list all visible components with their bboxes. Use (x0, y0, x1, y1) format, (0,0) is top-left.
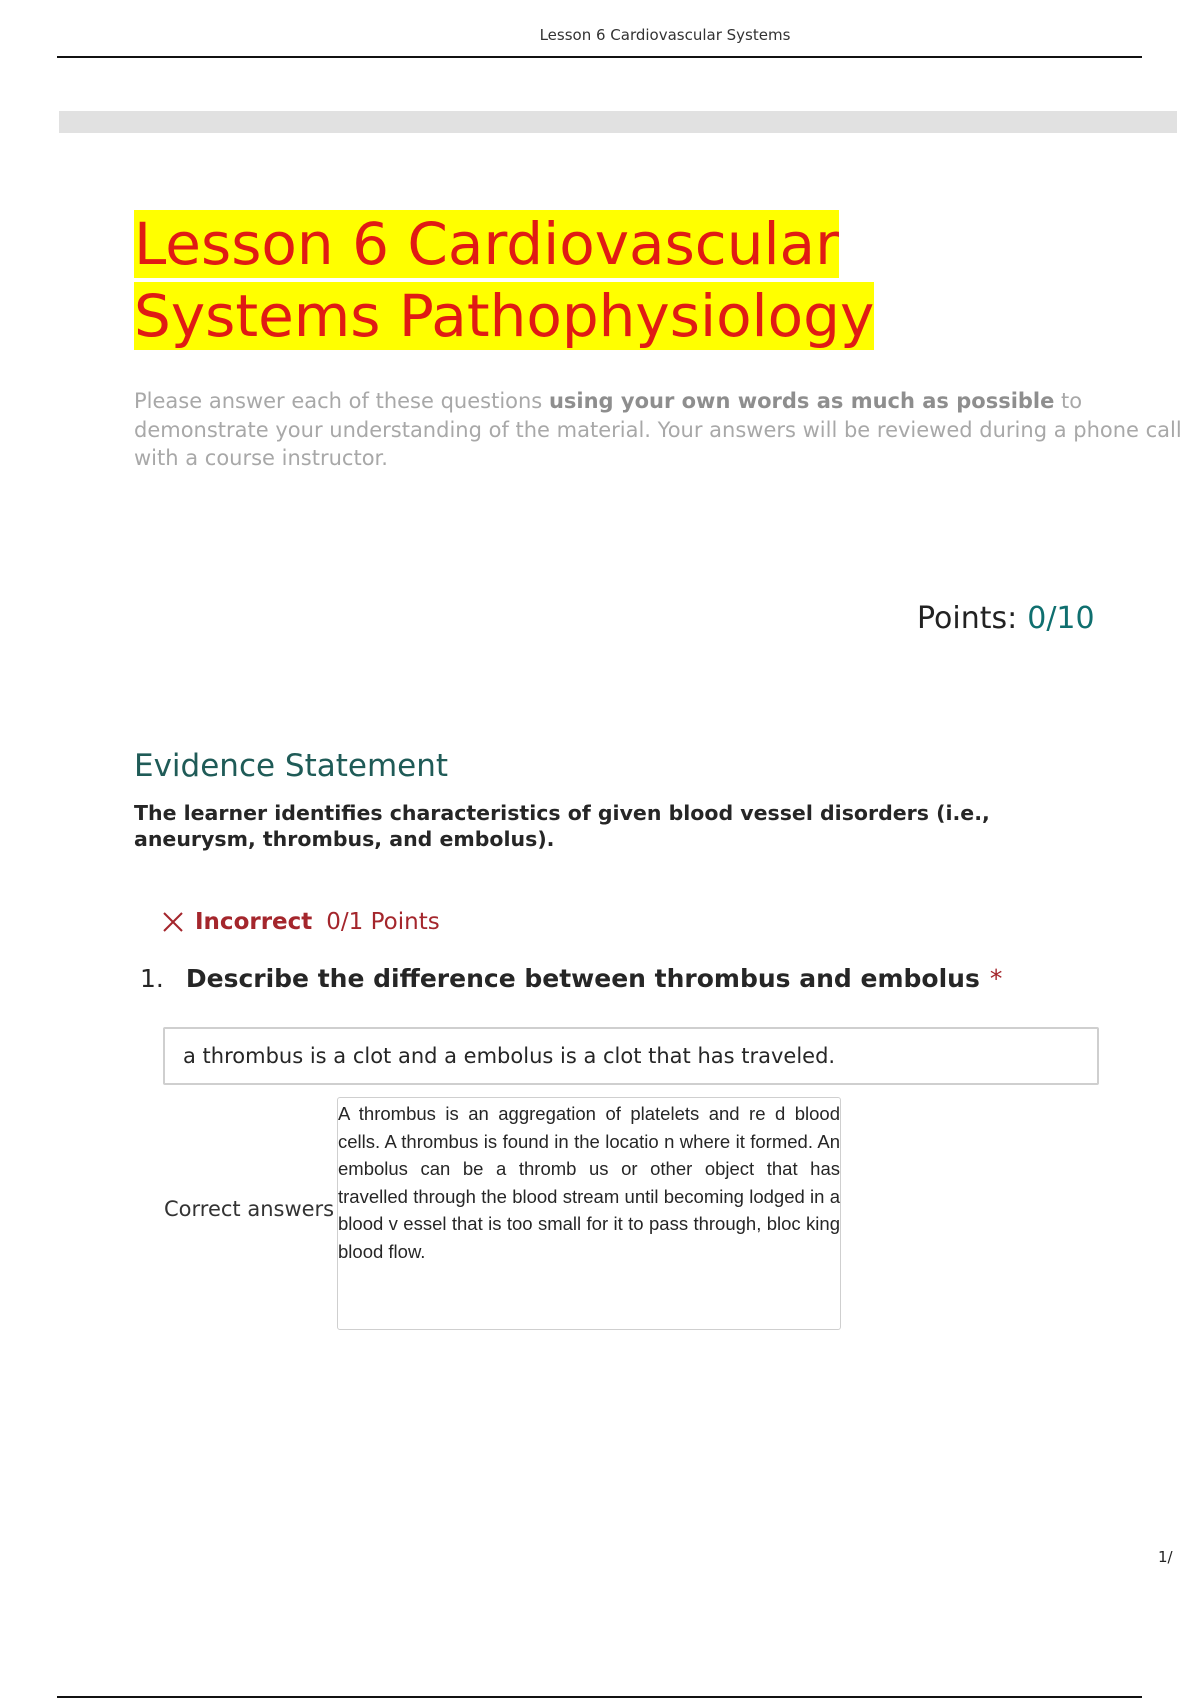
instructions-emphasis: using your own words as much as possible (548, 389, 1055, 413)
evidence-statement: The learner identifies characteristics of given blood vessel disorders (i.e., aneurysm, thrombus, and embolus). (134, 801, 990, 851)
result-points: 0/1 Points (326, 909, 440, 935)
running-header: Lesson 6 Cardiovascular Systems (539, 26, 791, 44)
result-status: Incorrect (195, 909, 313, 935)
question-heading (140, 964, 1002, 993)
correct-answer-text: A thrombus is an aggregation of platelets and re d blood cells. A thrombus is found in the locatio n where it formed. An embolus can be a thromb us or other object that has travelled through the blood stream until becoming lodged in a blood v essel that is too small for it to pass through, bloc king blood flow. (338, 1103, 840, 1262)
question-number: 1. (140, 964, 164, 993)
correct-answers-label: Correct answers (164, 1197, 335, 1221)
required-asterisk: * (989, 964, 1003, 993)
instructions-before: Please answer each of these questions (134, 389, 549, 413)
close-icon (161, 910, 185, 934)
header-divider (57, 56, 1142, 58)
question-result (161, 909, 440, 935)
page-number: 1/ (1158, 1548, 1173, 1566)
grey-banner-bar (59, 111, 1177, 133)
points-value: 0/10 (1027, 601, 1095, 636)
question-text: Describe the difference between thrombus and embolus (185, 964, 980, 993)
page-title-line-1: Lesson 6 Cardiovascular (134, 210, 839, 278)
section-title: Evidence Statement (134, 748, 449, 784)
points-summary (917, 601, 1095, 636)
instructions-after: to demonstrate your understanding of the material. Your answers will be reviewed during a phone call with a course instructor. (134, 389, 1182, 470)
answer-field[interactable]: a thrombus is a clot and a embolus is a clot that has traveled. (163, 1027, 1099, 1085)
page-title-line-2: Systems Pathophysiology (134, 282, 875, 350)
page-title (134, 208, 874, 352)
correct-answer-box (337, 1097, 841, 1330)
points-label: Points: (917, 601, 1018, 636)
footer-divider (57, 1696, 1142, 1698)
instructions-text (134, 387, 1184, 473)
